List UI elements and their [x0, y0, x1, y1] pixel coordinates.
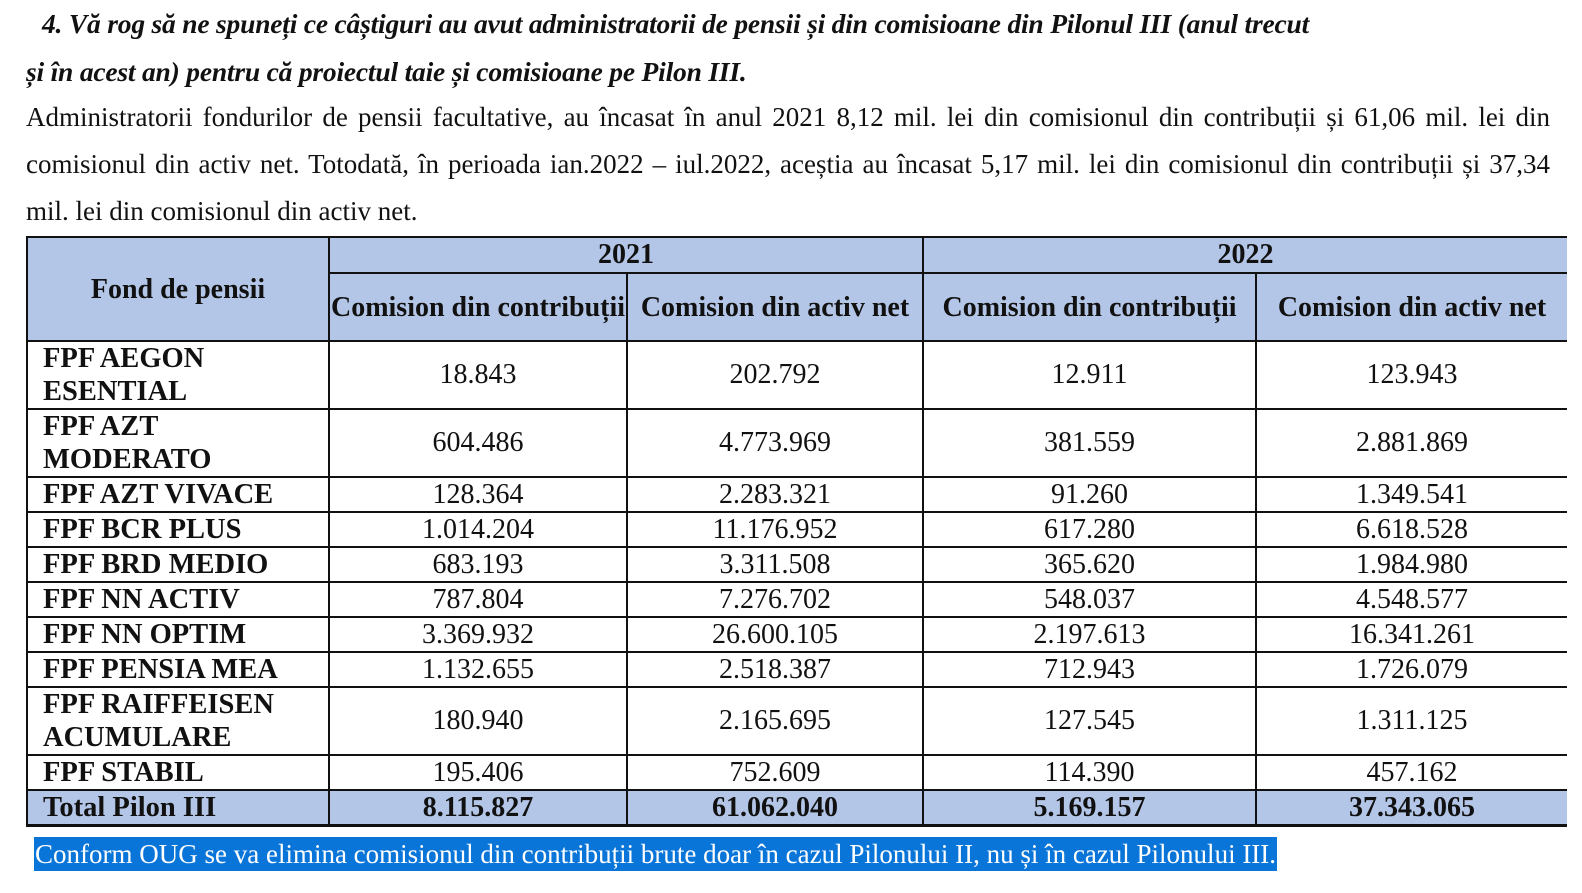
header-row-years — [27, 237, 1567, 273]
cell-value: 712.943 — [923, 652, 1256, 687]
total-label: Total Pilon III — [27, 790, 329, 826]
cell-value: 1.726.079 — [1256, 652, 1567, 687]
cell-value: 127.545 — [923, 687, 1256, 755]
table-row — [27, 409, 1567, 477]
total-value: 61.062.040 — [627, 790, 923, 826]
cell-value: 12.911 — [923, 341, 1256, 409]
question-line-2: și în acest an) pentru că proiectul taie și comisioane pe Pilon III. — [26, 56, 747, 87]
cell-value: 195.406 — [329, 755, 627, 790]
total-row — [27, 790, 1567, 826]
header-fund: Fond de pensii — [27, 237, 329, 341]
cell-value: 1.984.980 — [1256, 547, 1567, 582]
cell-value: 604.486 — [329, 409, 627, 477]
cell-value: 3.369.932 — [329, 617, 627, 652]
header-year-2021: 2021 — [329, 237, 923, 273]
cell-value: 91.260 — [923, 477, 1256, 512]
cell-value: 548.037 — [923, 582, 1256, 617]
cell-value: 180.940 — [329, 687, 627, 755]
fund-name: FPF PENSIA MEA — [27, 652, 329, 687]
fund-name: FPF BCR PLUS — [27, 512, 329, 547]
table-row — [27, 512, 1567, 547]
header-2021-net-asset: Comision din activ net — [627, 273, 923, 341]
cell-value: 2.518.387 — [627, 652, 923, 687]
table-row — [27, 687, 1567, 755]
cell-value: 128.364 — [329, 477, 627, 512]
cell-value: 683.193 — [329, 547, 627, 582]
table-row — [27, 477, 1567, 512]
cell-value: 202.792 — [627, 341, 923, 409]
cell-value: 365.620 — [923, 547, 1256, 582]
cell-value: 123.943 — [1256, 341, 1567, 409]
table-row — [27, 617, 1567, 652]
cell-value: 752.609 — [627, 755, 923, 790]
fund-name: FPF BRD MEDIO — [27, 547, 329, 582]
header-2021-contrib: Comision din contribuții — [329, 273, 627, 341]
cell-value: 114.390 — [923, 755, 1256, 790]
cell-value: 4.548.577 — [1256, 582, 1567, 617]
cell-value: 2.881.869 — [1256, 409, 1567, 477]
question-heading — [26, 0, 1556, 96]
cell-value: 2.283.321 — [627, 477, 923, 512]
table-row — [27, 582, 1567, 617]
fund-name: FPF STABIL — [27, 755, 329, 790]
header-2022-net-asset: Comision din activ net — [1256, 273, 1567, 341]
fund-name: FPF AEGON ESENTIAL — [27, 341, 329, 409]
answer-paragraph: Administratorii fondurilor de pensii facultative, au încasat în anul 2021 8,12 mil. lei din comisionul din contribuții și 61,06 mil. lei din comisionul din activ net. Totodată, în perioada ian.2022 – iul.2022, aceștia au încasat 5,17 mil. lei din comisionul din contribuții și 37,34 mil. lei din comisionul din activ net. — [26, 102, 1550, 226]
fund-name: FPF NN OPTIM — [27, 617, 329, 652]
cell-value: 787.804 — [329, 582, 627, 617]
cell-value: 1.014.204 — [329, 512, 627, 547]
cell-value: 7.276.702 — [627, 582, 923, 617]
total-value: 37.343.065 — [1256, 790, 1567, 826]
cell-value: 26.600.105 — [627, 617, 923, 652]
table-row — [27, 755, 1567, 790]
cell-value: 11.176.952 — [627, 512, 923, 547]
table-row — [27, 547, 1567, 582]
cell-value: 381.559 — [923, 409, 1256, 477]
fund-name: FPF AZT MODERATO — [27, 409, 329, 477]
total-value: 8.115.827 — [329, 790, 627, 826]
commission-table — [26, 236, 1567, 827]
total-value: 5.169.157 — [923, 790, 1256, 826]
cell-value: 1.132.655 — [329, 652, 627, 687]
cell-value: 2.197.613 — [923, 617, 1256, 652]
header-year-2022: 2022 — [923, 237, 1567, 273]
fund-name: FPF AZT VIVACE — [27, 477, 329, 512]
cell-value: 1.349.541 — [1256, 477, 1567, 512]
cell-value: 2.165.695 — [627, 687, 923, 755]
table-row — [27, 652, 1567, 687]
cell-value: 617.280 — [923, 512, 1256, 547]
cell-value: 16.341.261 — [1256, 617, 1567, 652]
question-line-1: 4. Vă rog să ne spuneți ce câștiguri au avut administratorii de pensii și din comisioane din Pilonul III (anul trecut — [42, 8, 1310, 39]
cell-value: 6.618.528 — [1256, 512, 1567, 547]
cell-value: 457.162 — [1256, 755, 1567, 790]
header-2022-contrib: Comision din contribuții — [923, 273, 1256, 341]
fund-name: FPF NN ACTIV — [27, 582, 329, 617]
cell-value: 3.311.508 — [627, 547, 923, 582]
table-row — [27, 341, 1567, 409]
cell-value: 18.843 — [329, 341, 627, 409]
cell-value: 1.311.125 — [1256, 687, 1567, 755]
selected-note-text[interactable]: Conform OUG se va elimina comisionul din contribuții brute doar în cazul Pilonului II, nu și în cazul Pilonului III. — [35, 839, 1277, 869]
cell-value: 4.773.969 — [627, 409, 923, 477]
fund-name: FPF RAIFFEISEN ACUMULARE — [27, 687, 329, 755]
